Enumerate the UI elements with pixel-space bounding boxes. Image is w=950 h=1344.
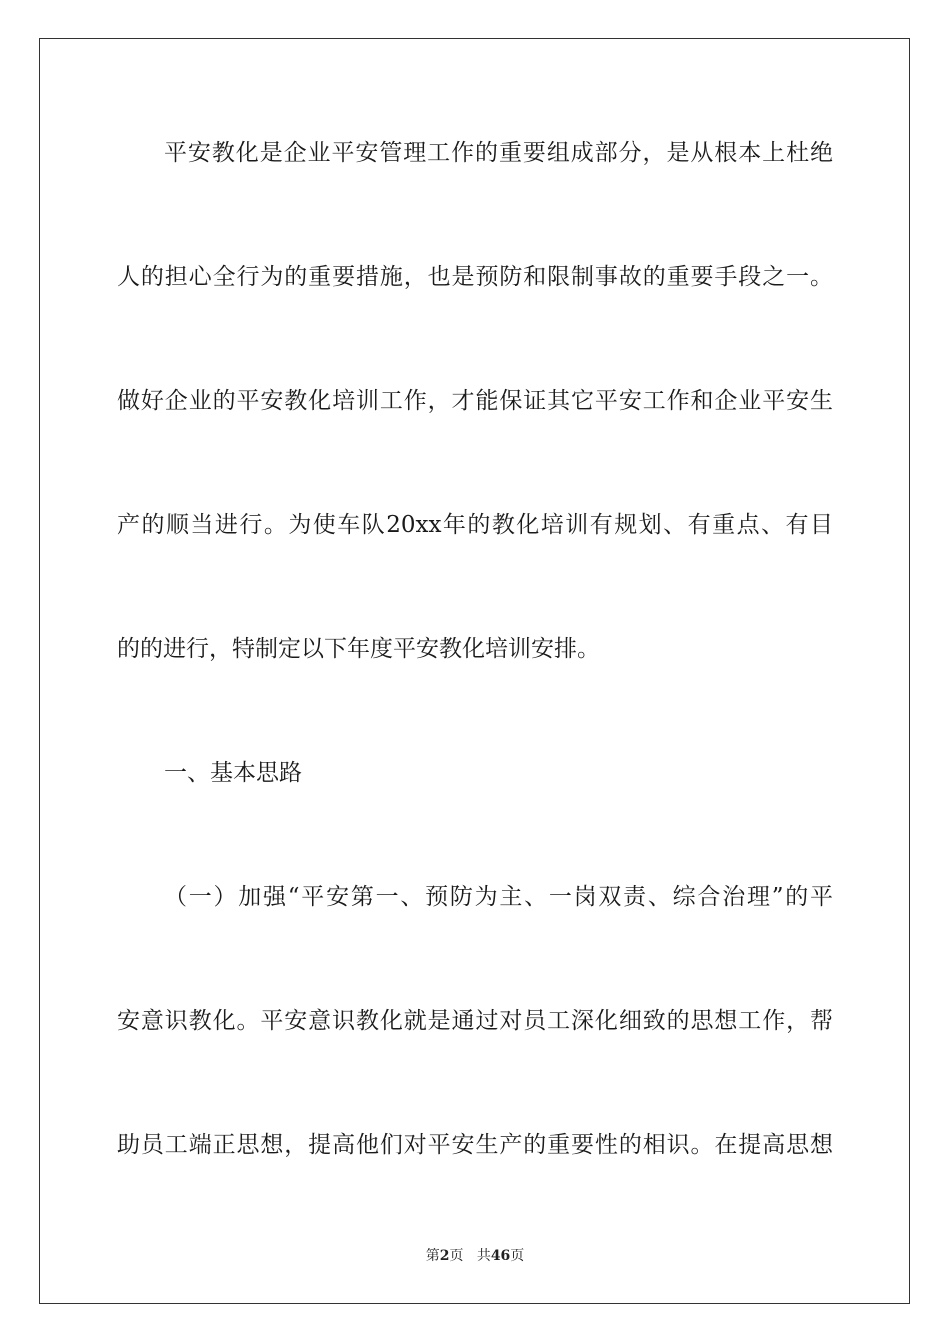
footer-page-suffix: 页 bbox=[449, 1248, 464, 1264]
body-text-line: 人的担心全行为的重要措施，也是预防和限制事故的重要手段之一。 bbox=[117, 264, 833, 290]
body-text-line: 平安教化是企业平安管理工作的重要组成部分，是从根本上杜绝 bbox=[164, 140, 833, 166]
body-text-line: 做好企业的平安教化培训工作，才能保证其它平安工作和企业平安生 bbox=[117, 388, 833, 414]
footer-page-prefix: 第 bbox=[425, 1248, 440, 1264]
body-text-line: 产的顺当进行。为使车队20xx年的教化培训有规划、有重点、有目 bbox=[117, 512, 833, 538]
footer-total-pages: 46 bbox=[490, 1248, 511, 1264]
body-text-line: 的的进行，特制定以下年度平安教化培训安排。 bbox=[117, 636, 600, 662]
body-text-line: （一）加强“平安第一、预防为主、一岗双责、综合治理”的平 bbox=[164, 884, 833, 910]
body-text-line: 助员工端正思想，提高他们对平安生产的重要性的相识。在提高思想 bbox=[117, 1132, 833, 1158]
body-text-line: 安意识教化。平安意识教化就是通过对员工深化细致的思想工作，帮 bbox=[117, 1008, 833, 1034]
page-border bbox=[39, 38, 910, 1304]
footer-total-suffix: 页 bbox=[510, 1248, 525, 1264]
page-footer bbox=[0, 1247, 950, 1265]
footer-total-prefix: 共 bbox=[476, 1248, 491, 1264]
footer-page-number: 2 bbox=[439, 1248, 450, 1264]
section-heading: 一、基本思路 bbox=[164, 760, 302, 786]
